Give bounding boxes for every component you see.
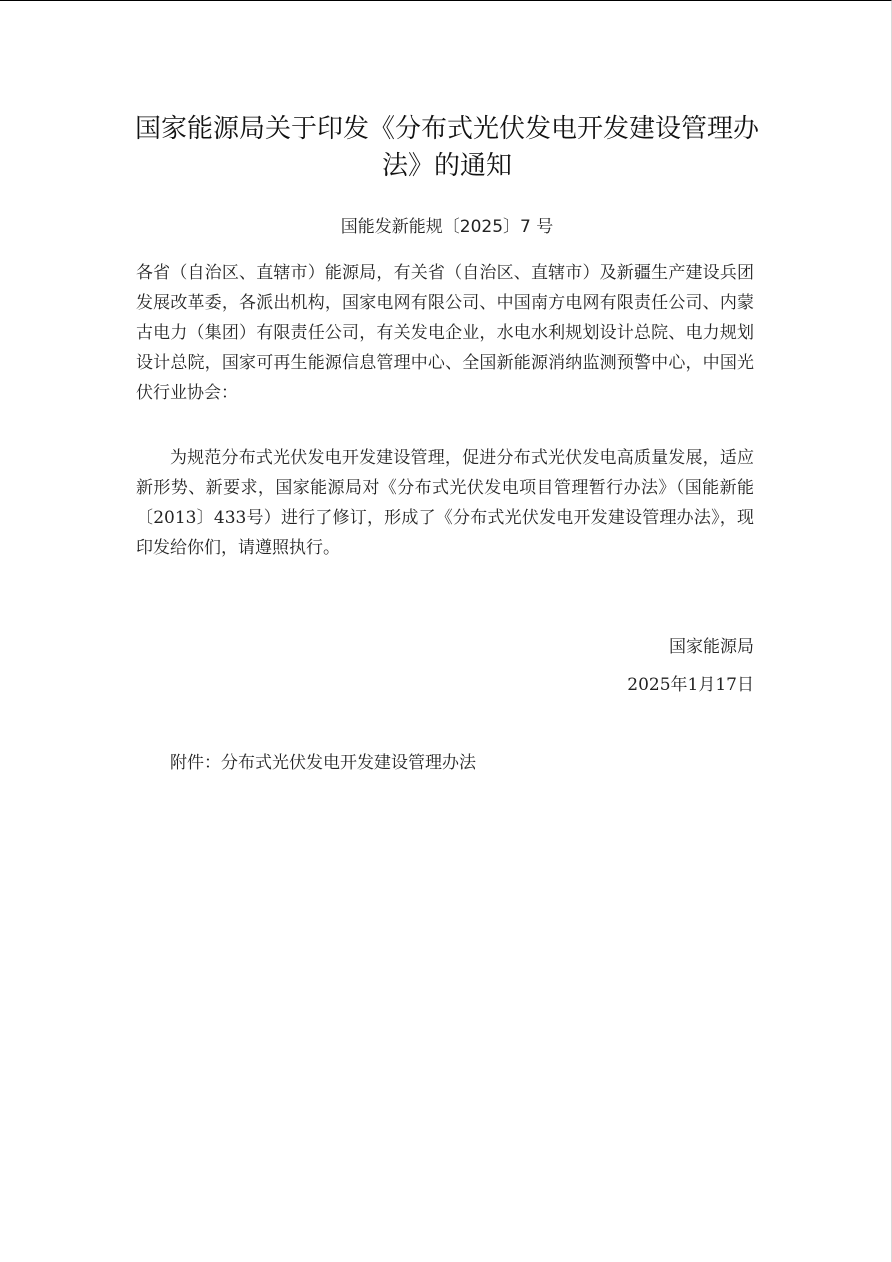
signature-date: 2025年1月17日 xyxy=(627,675,754,695)
document-title: 国家能源局关于印发《分布式光伏发电开发建设管理办法》的通知 xyxy=(134,114,759,181)
signature-organization: 国家能源局 xyxy=(669,637,754,657)
document-number: 国能发新能规〔2025〕7 号 xyxy=(340,217,554,237)
addressee-paragraph: 各省（自治区、直辖市）能源局，有关省（自治区、直辖市）及新疆生产建设兵团发展改革委，各派出机构，国家电网有限公司、中国南方电网有限责任公司、内蒙古电力（集团）有限责任公司，有关发电企业，水电水利规划设计总院、电力规划设计总院，国家可再生能源信息管理中心、全国新能源消纳监测预警中心，中国光伏行业协会： xyxy=(136,263,754,403)
body-paragraph: 为规范分布式光伏发电开发建设管理，促进分布式光伏发电高质量发展，适应新形势、新要求，国家能源局对《分布式光伏发电项目管理暂行办法》（国能新能〔2013〕433号）进行了修订，形成了《分布式光伏发电开发建设管理办法》，现印发给你们，请遵照执行。 xyxy=(136,448,754,558)
attachment-link[interactable]: 附件：分布式光伏发电开发建设管理办法 xyxy=(170,753,476,773)
